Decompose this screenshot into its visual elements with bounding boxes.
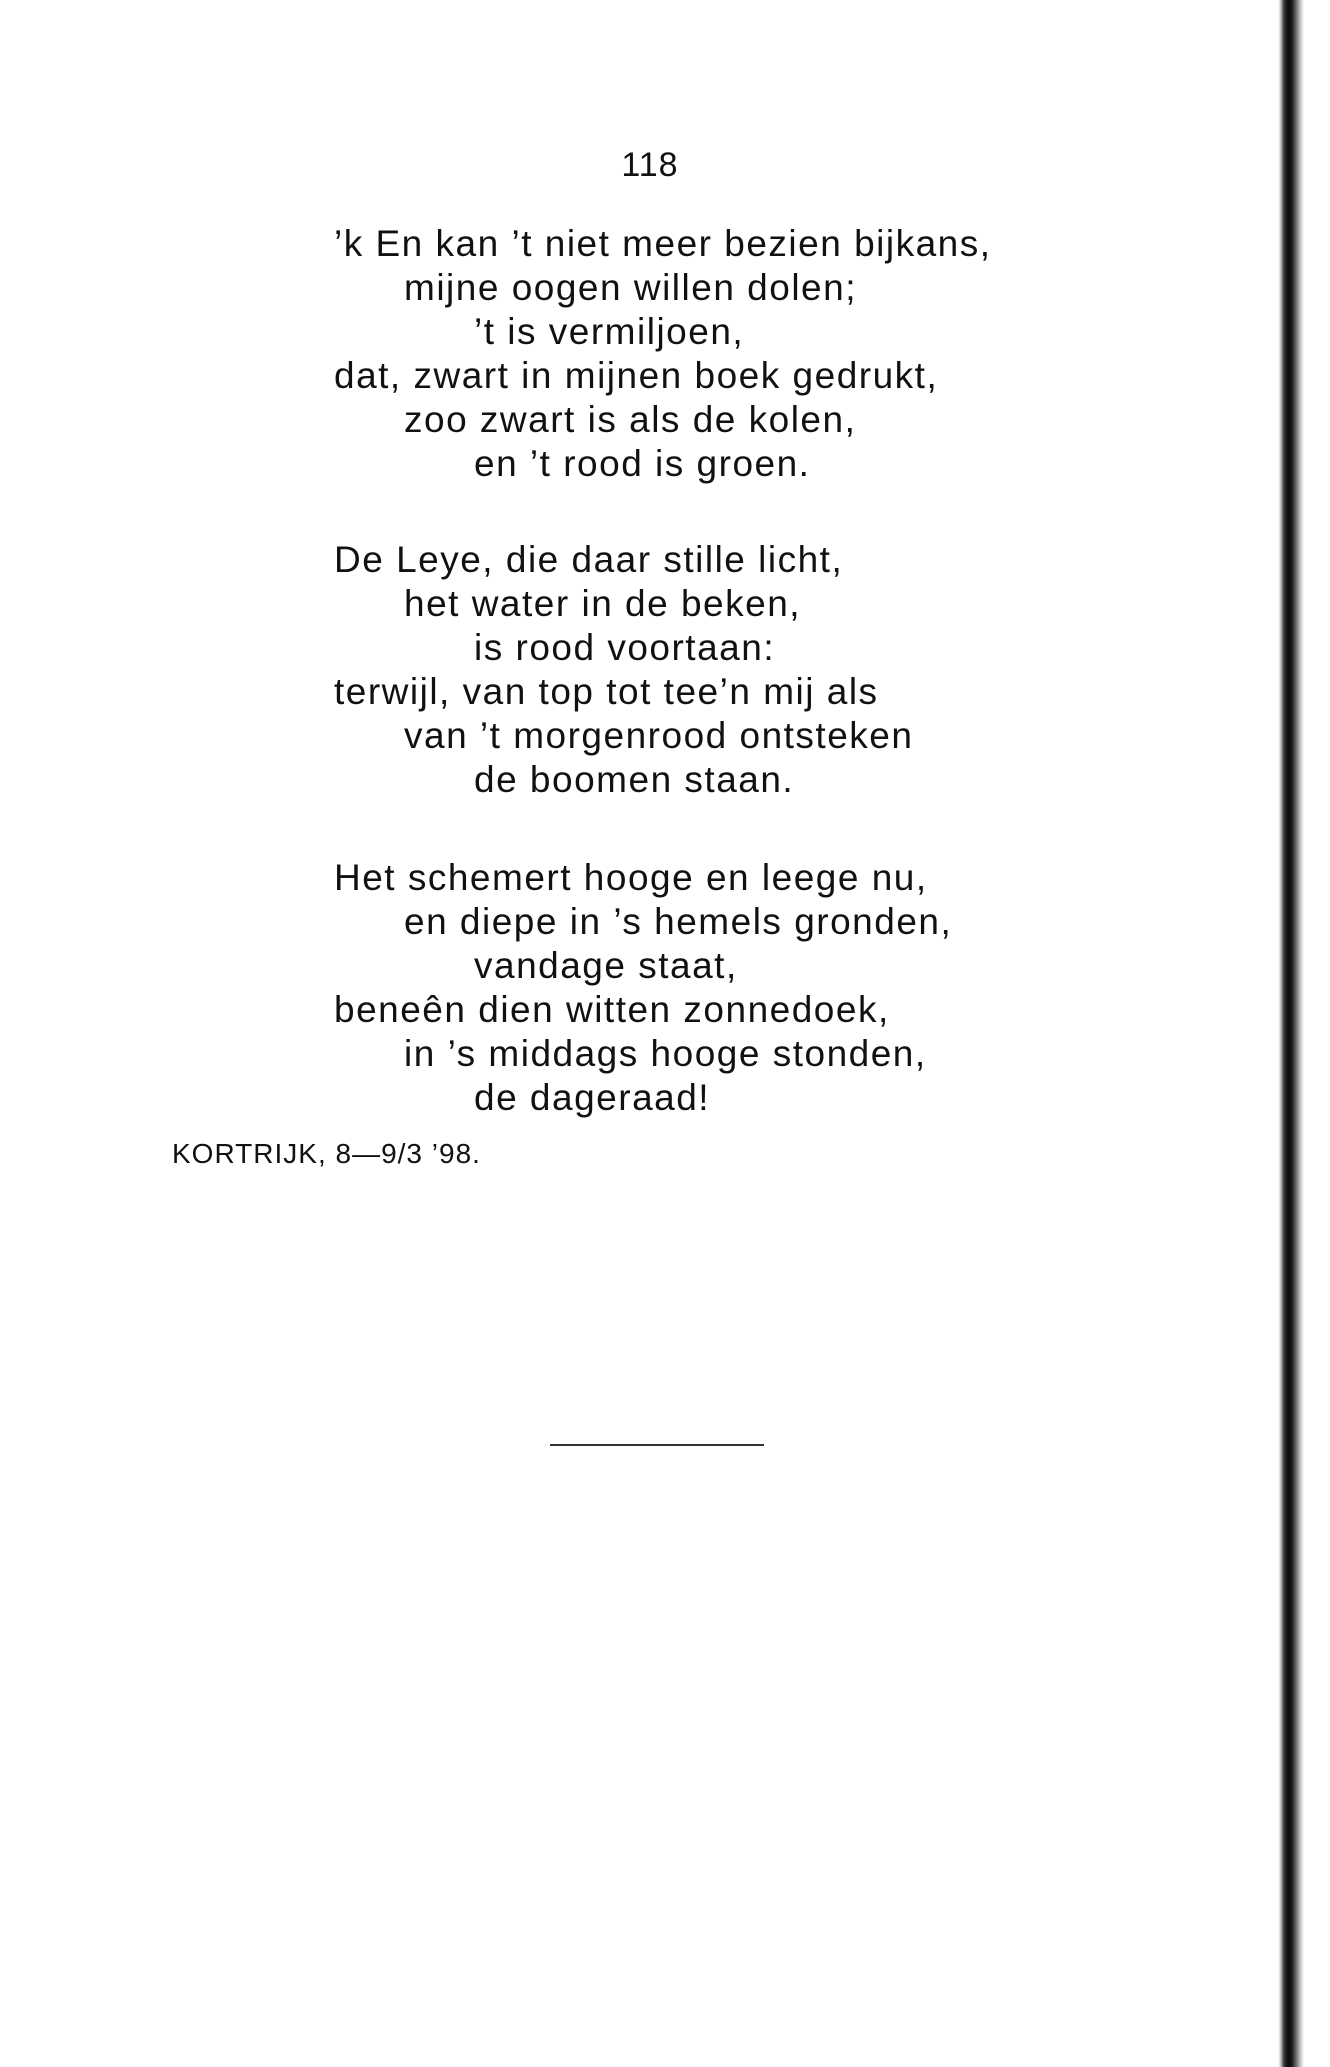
poem-line: mijne oogen willen dolen; [404,267,857,308]
poem-line: Het schemert hooge en leege nu, [334,857,928,898]
page-number: 118 [621,146,679,184]
poem-line: in ’s middags hooge stonden, [404,1033,927,1074]
poem-line: terwijl, van top tot tee’n mij als [334,671,879,712]
poem-line: de dageraad! [474,1077,711,1118]
poem-line: ’t is vermiljoen, [474,311,745,352]
poem-line: het water in de beken, [404,583,802,624]
poem-line: vandage staat, [474,945,738,986]
poem-line: ’k En kan ’t niet meer bezien bijkans, [334,223,992,264]
poem-line: van ’t morgenrood ontsteken [404,715,914,756]
book-spine-shadow [1278,0,1304,2067]
poem-line: de boomen staan. [474,759,795,800]
poem-line: dat, zwart in mijnen boek gedrukt, [334,355,939,396]
poem-line: zoo zwart is als de kolen, [404,399,857,440]
poem-line: en diepe in ’s hemels gronden, [404,901,953,942]
section-divider-rule [550,1444,764,1446]
place-date-signature: KORTRIJK, 8—9/3 ’98. [172,1138,481,1169]
poem-line: is rood voortaan: [474,627,776,668]
poem-line: beneên dien witten zonnedoek, [334,989,890,1030]
poem-line: en ’t rood is groen. [474,443,811,484]
poem-line: De Leye, die daar stille licht, [334,539,844,580]
